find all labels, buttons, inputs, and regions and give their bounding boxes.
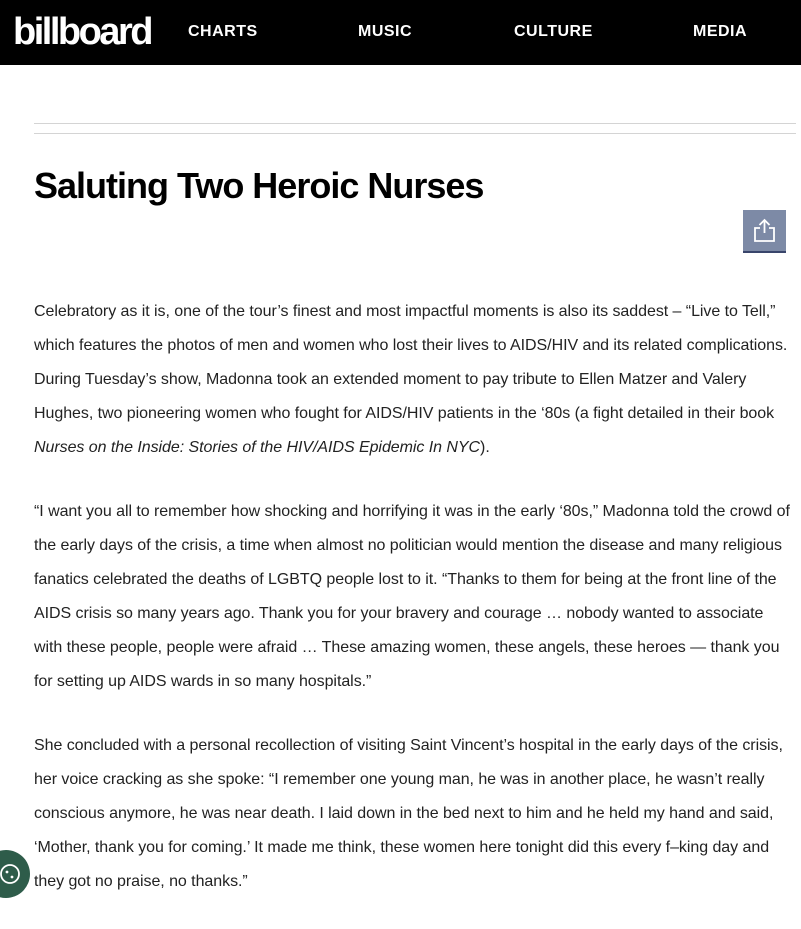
share-icon bbox=[753, 218, 776, 243]
site-header bbox=[0, 0, 801, 65]
nav-media[interactable]: MEDIA bbox=[693, 23, 748, 40]
nav-music[interactable]: MUSIC bbox=[358, 23, 413, 40]
billboard-logo[interactable]: billboard bbox=[13, 11, 151, 53]
paragraph: “I want you all to remember how shocking and horrifying it was in the early ‘80s,” Madonna told the crowd of the early days of the crisis, a time when almost no politician would mention the disease and many religious fanatics celebrated the deaths of LGBTQ people lost to it. “Thanks to them for being at the front line of the AIDS crisis so many years ago. Thank you for your bravery and courage … nobody wanted to associate with these people, people were afraid … These amazing women, these angels, these heroes — thank you for setting up AIDS wards in so many hospitals.” bbox=[34, 503, 790, 690]
paragraph: Celebratory as it is, one of the tour’s finest and most impactful moments is also its saddest – “Live to Tell,” which features the photos of men and women who lost their lives to AIDS/HIV and its related complications. During Tuesday’s show, Madonna took an extended moment to pay tribute to Ellen Matzer and Valery Hughes, two pioneering women who fought for AIDS/HIV patients in the ‘80s (a fight detailed in their book Nurses on the Inside: Stories of the HIV/AIDS Epidemic In NYC). bbox=[34, 303, 788, 456]
article-title: Saluting Two Heroic Nurses bbox=[34, 165, 484, 206]
cookie-settings-button[interactable] bbox=[0, 850, 30, 898]
article-body bbox=[34, 295, 796, 929]
nav-culture[interactable]: CULTURE bbox=[514, 23, 593, 40]
nav-charts[interactable]: CHARTS bbox=[188, 23, 258, 40]
divider-top bbox=[34, 123, 796, 124]
cookie-icon bbox=[0, 862, 22, 886]
divider-bottom bbox=[34, 133, 796, 134]
share-button[interactable] bbox=[743, 210, 786, 253]
book-title: Nurses on the Inside: Stories of the HIV/AIDS Epidemic In NYC bbox=[34, 439, 481, 456]
paragraph: She concluded with a personal recollection of visiting Saint Vincent’s hospital in the early days of the crisis, her voice cracking as she spoke: “I remember one young man, he was in another place, he wasn’t really conscious anymore, he was near death. I laid down in the bed next to him and he held my hand and said, ‘Mother, thank you for coming.’ It made me think, these women here tonight did this every f–king day and they got no praise, no thanks.” bbox=[34, 737, 783, 890]
